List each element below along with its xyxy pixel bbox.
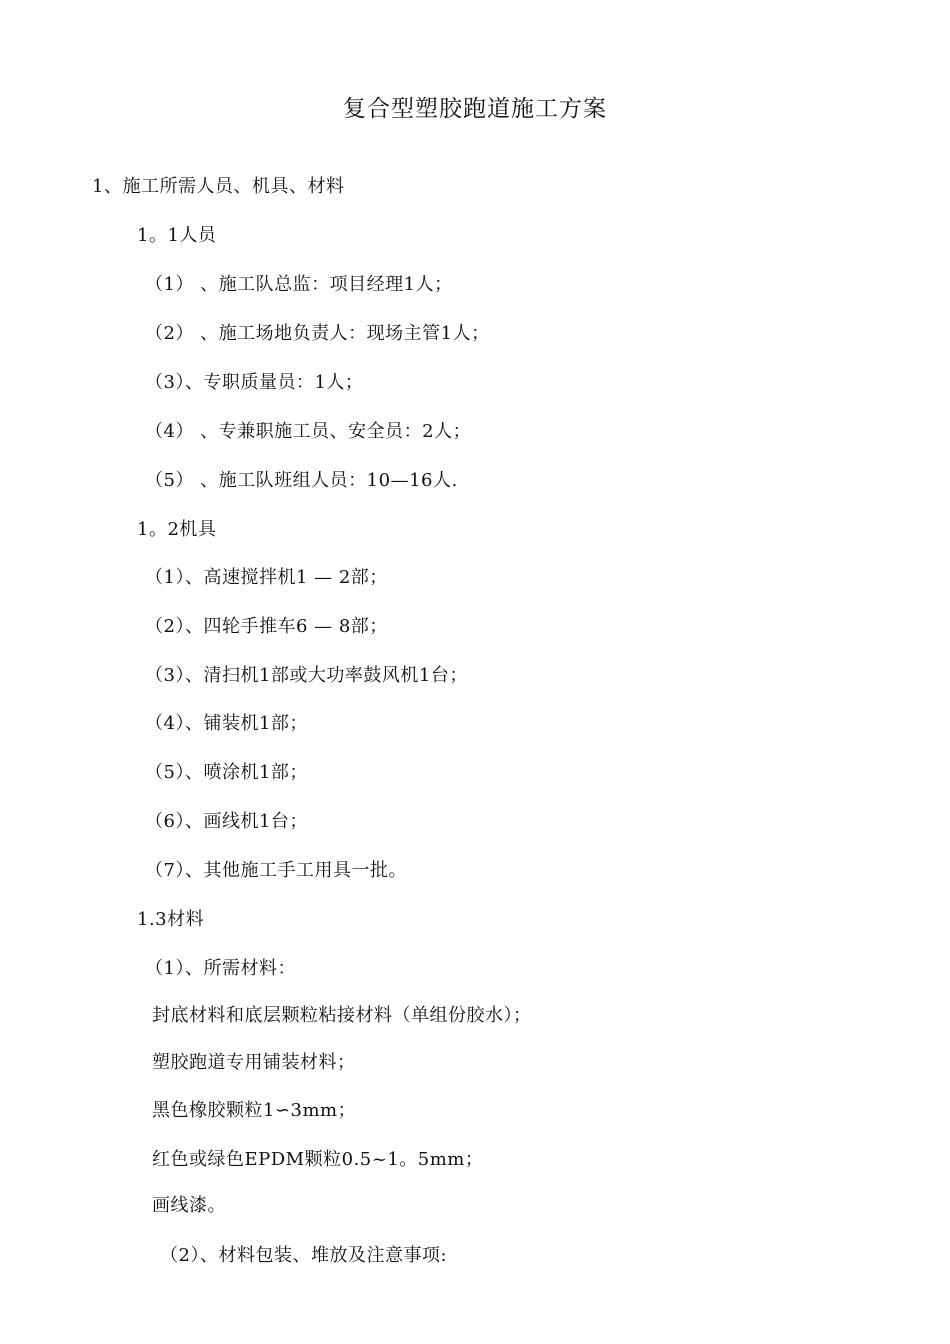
list-item: （2）、四轮手推车6 — 8部； <box>145 616 388 637</box>
subsection-heading-personnel: 1。1人员 <box>137 225 217 246</box>
material-item: 塑胶跑道专用铺装材料； <box>152 1052 356 1073</box>
material-item: 黑色橡胶颗粒1∽3mm； <box>152 1100 357 1121</box>
list-item: （7）、其他施工手工用具一批。 <box>145 860 407 881</box>
list-item: （3）、专职质量员：1人； <box>145 372 364 393</box>
list-item: （4）、铺装机1部； <box>145 713 308 734</box>
list-item: （1） 、施工队总监：项目经理1人； <box>145 274 453 295</box>
section-heading: 1、施工所需人员、机具、材料 <box>92 176 345 197</box>
material-item: 画线漆。 <box>152 1195 226 1216</box>
material-item: 封底材料和底层颗粒粘接材料（单组份胶水）； <box>152 1005 532 1026</box>
material-item: 红色或绿色EPDM颗粒0.5~1。5mm； <box>152 1149 484 1170</box>
list-item: （3）、清扫机1部或大功率鼓风机1台； <box>145 665 468 686</box>
list-item: （6）、画线机1台； <box>145 811 308 832</box>
subsection-heading-materials: 1.3材料 <box>137 909 205 930</box>
list-item: （2）、材料包装、堆放及注意事项: <box>160 1245 448 1266</box>
list-item: （1）、高速搅拌机1 — 2部； <box>145 567 388 588</box>
list-item: （5）、喷涂机1部； <box>145 762 308 783</box>
list-item: （1）、所需材料： <box>145 958 296 979</box>
subsection-heading-equipment: 1。2机具 <box>137 519 217 540</box>
document-title: 复合型塑胶跑道施工方案 <box>343 96 607 122</box>
list-item: （4） 、专兼职施工员、安全员：2人； <box>145 421 472 442</box>
list-item: （5） 、施工队班组人员：10—16人. <box>145 470 458 491</box>
list-item: （2） 、施工场地负责人：现场主管1人； <box>145 323 490 344</box>
